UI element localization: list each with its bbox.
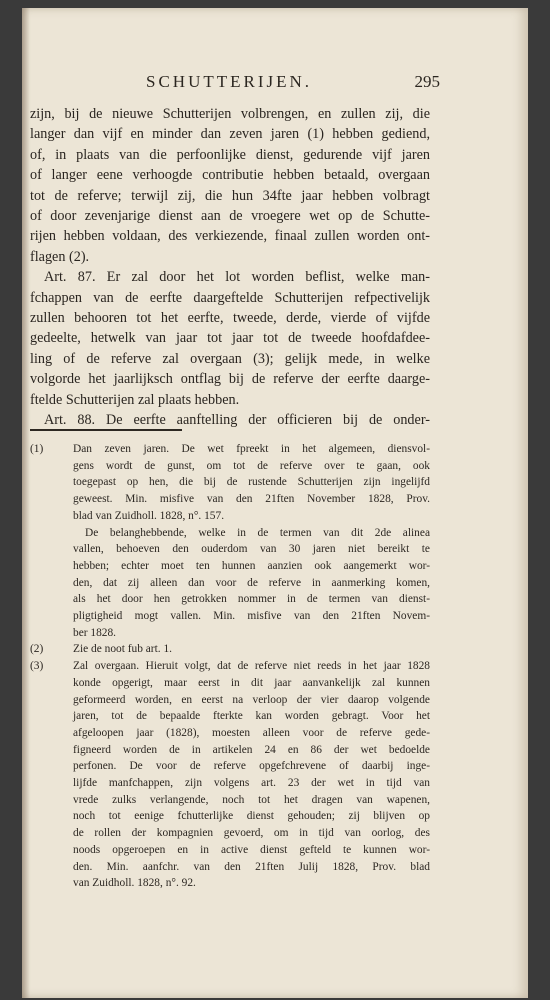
footnote-line: als het door hen getrokken nommer in de termen van dienst-	[73, 593, 430, 606]
main-text	[30, 104, 430, 431]
text-line: gedeelte, hetwelk van jaar tot jaar tot de tweede hoofdafdee-	[30, 330, 430, 347]
footnote-line: konde opgerigt, maar eerst in dit jaar aanvankelijk zal kunnen	[73, 676, 430, 689]
footnote-marker: (1)	[30, 443, 44, 455]
footnote-line: gens wordt de gunst, om tot de referve over te gaan, ook	[73, 459, 430, 472]
footnotes	[30, 441, 430, 892]
text-line: volgorde het jaarlijksch ontflag bij de referve der eerfte daarge-	[30, 371, 430, 388]
footnote-line: lijfde manfchappen, zijn volgens art. 23 der wet in tijd van	[73, 777, 430, 790]
footnote-1	[30, 441, 430, 641]
footnote-line: jaren, tot de bepaalde fterkte kan worden gebragt. Voor het	[73, 710, 430, 723]
running-head: SCHUTTERIJEN.	[146, 72, 313, 91]
footnote-line: afgeloopen jaar (1828), moesten alleen voor de referve gede-	[73, 726, 430, 739]
page-number: 295	[414, 72, 440, 91]
text-line: Art. 88. De eerfte aanftelling der officieren bij de onder-	[44, 412, 430, 429]
footnote-line: perfonen. De voor de referve opgefchrevene of daarbij inge-	[73, 760, 430, 773]
footnote-line: Zie de noot fub art. 1.	[73, 643, 173, 656]
footnote-line: vallen, behoeven den ouderdom van 30 jaren niet bereikt te	[73, 543, 430, 556]
text-line: ling of de referve zal overgaan (3); gelijk mede, in welke	[30, 350, 430, 367]
footnote-line: toegepast op hen, die bij de rustende Schutterijen zijn ingelijfd	[73, 476, 430, 489]
footnote-line: geweest. Min. misfive van den 21ften November 1828, Prov.	[73, 493, 430, 506]
text-line: fchappen van de eerfte daargeftelde Schutterijen refpectivelijk	[30, 289, 430, 306]
footnote-line: figneerd worden de in artikelen 24 en 86 der wet bedoelde	[73, 743, 430, 756]
page-gutter-shadow	[22, 8, 30, 998]
footnote-rule	[30, 429, 182, 431]
footnote-line: de rollen der kompagnien gevoerd, om in tijd van oorlog, des	[73, 827, 430, 840]
footnote-line: van Zuidholl. 1828, n°. 92.	[73, 877, 196, 890]
footnote-marker: (2)	[30, 643, 44, 656]
footnote-line: noods opgeroepen en in active dienst gefteld te kunnen wor-	[73, 843, 430, 856]
footnote-marker: (3)	[30, 660, 44, 673]
footnote-line: ber 1828.	[73, 626, 117, 639]
text-line: langer dan vijf en minder dan zeven jaren (1) hebben gediend,	[30, 126, 430, 143]
text-line: of door zevenjarige dienst aan de vroegere wet op de Schutte-	[30, 208, 430, 225]
text-line: flagen (2).	[30, 248, 90, 265]
text-line: ftelde Schutterijen zal plaats hebben.	[30, 391, 240, 408]
footnote-line: noch tot eenige fchutterlijke dienst gehouden; zij blijven op	[73, 810, 430, 823]
text-line: of, in plaats van die perfoonlijke dienst, gedurende vijf jaren	[30, 146, 430, 163]
footnote-line: Zal overgaan. Hieruit volgt, dat de referve niet reeds in het jaar 1828	[73, 660, 430, 673]
footnote-line: Dan zeven jaren. De wet fpreekt in het algemeen, diensvol-	[73, 443, 430, 455]
footnote-line: pligtigheid mogt vallen. Min. misfive van den 21ften Novem-	[73, 610, 430, 623]
footnote-line: vrede zulks verlangende, noch tot het dragen van wapenen,	[73, 793, 430, 806]
footnote-line: den. Min. aanfchr. van den 21ften Julij 1828, Prov. blad	[73, 860, 430, 873]
text-line: zullen behooren tot het eerfte, tweede, derde, vierde of vijfde	[30, 310, 430, 327]
footnote-line: hebben; echter moet ten hunnen aanzien ook aangemerkt wor-	[73, 559, 430, 572]
text-line: of langer eene verhoogde contributie hebben betaald, overgaan	[30, 167, 430, 184]
footnote-line: den, dat zij alleen dan voor de referve in aanmerking komen,	[73, 576, 430, 589]
footnote-3	[30, 658, 430, 892]
text-line: tot de referve; terwijl zij, die hun 34fte jaar hebben volbragt	[30, 187, 430, 204]
page-header	[128, 72, 440, 96]
text-line: rijen hebben voldaan, des verkiezende, finaal zullen worden ont-	[30, 228, 430, 245]
footnote-2	[30, 641, 430, 658]
text-line: Art. 87. Er zal door het lot worden beflist, welke man-	[44, 269, 430, 286]
footnote-line: De belanghebbende, welke in de termen van dit 2de alinea	[85, 526, 430, 539]
text-line: zijn, bij de nieuwe Schutterijen volbrengen, en zullen zij, die	[30, 106, 430, 122]
footnote-line: blad van Zuidholl. 1828, n°. 157.	[73, 509, 225, 522]
footnote-line: geformeerd worden, en eerst na verloop der vier daarop volgende	[73, 693, 430, 706]
